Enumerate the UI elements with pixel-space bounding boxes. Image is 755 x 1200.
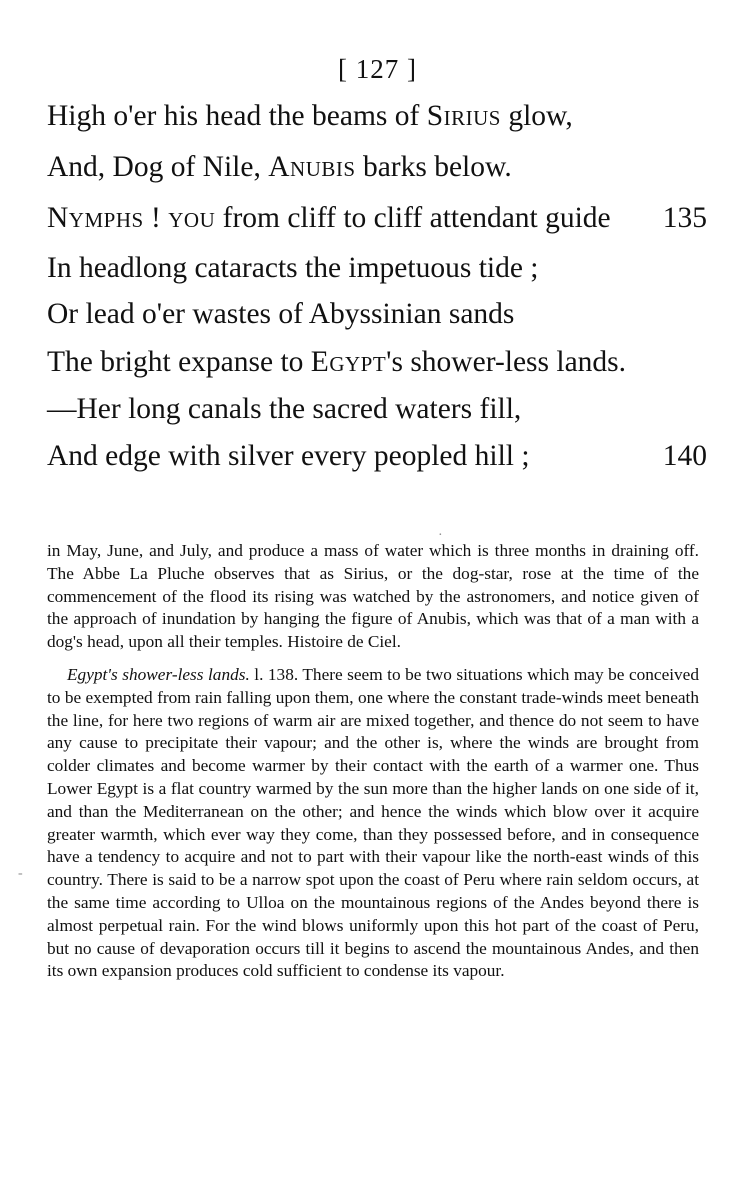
verse-line-1 bbox=[47, 102, 707, 132]
verse-text: High o'er his head the beams of bbox=[47, 100, 427, 132]
footnote-egypt bbox=[47, 664, 699, 983]
footnotes bbox=[47, 540, 699, 983]
verse-line-4 bbox=[47, 254, 707, 284]
verse-smallcaps: Nymphs bbox=[47, 202, 144, 234]
verse-line-2 bbox=[47, 153, 707, 183]
verse-text: barks below. bbox=[355, 151, 512, 183]
note-body: There seem to be two situations which may be conceived to be exempted from rain falling upon them, one where the constant trade-winds meet beneath the line, for here two regions of warm air are mixed together, and thence do not seem to have any cause to precipitate their vapour; and the other is, where the winds are brought from colder climates and become warmer by their contact with the earth of a warmer one. Thus Lower Egypt is a flat country warmed by the sun more than the higher lands on one side of it, and than the Mediterranean on the other; and hence the winds which blow over it acquire greater warmth, which ever way they come, than they possessed before, and in consequence have a tendency to acquire and not to part with their vapour like the north-east winds of this country. There is said to be a narrow spot upon the coast of Peru where rain seldom occurs, at the same time according to Ulloa on the mountainous regions of the Andes beyond there is almost perpetual rain. For the wind blows uniformly upon this hot part of the coast of Peru, but no cause of devaporation occurs till it begins to ascend the mountainous Andes, and then its own expansion produces cold sufficient to condense its vapour. bbox=[47, 664, 699, 981]
verse-smallcaps: Anubis bbox=[268, 151, 356, 183]
verse-text: And, Dog of Nile, bbox=[47, 151, 269, 183]
verse-line-7 bbox=[47, 395, 707, 425]
verse-text: from cliff to cliff attendant guide bbox=[215, 202, 611, 234]
verse-line-3 bbox=[47, 204, 707, 234]
note-line-ref: l. 138. bbox=[249, 664, 299, 684]
verse-smallcaps: you bbox=[168, 202, 216, 234]
verse-text: In headlong cataracts the impetuous tide ; bbox=[47, 252, 539, 284]
verse-text: Or lead o'er wastes of Abyssinian sands bbox=[47, 298, 515, 330]
note-reference: Egypt's shower-less lands. bbox=[67, 664, 250, 684]
line-number: 140 bbox=[662, 440, 707, 472]
verse-text: ! bbox=[143, 202, 169, 234]
verse-line-6 bbox=[47, 348, 707, 378]
verse-text: And edge with silver every peopled hill ; bbox=[47, 440, 530, 472]
margin-ink-mark: - bbox=[18, 866, 23, 881]
verse-text: 's shower-less lands. bbox=[386, 346, 627, 378]
verse-text: —Her long canals the sacred waters fill, bbox=[47, 393, 522, 425]
verse-smallcaps: Sirius bbox=[426, 100, 501, 132]
footnote-continued: in May, June, and July, and produce a mass of water which is three months in draining off. The Abbe La Pluche observes that as Sirius, or the dog-star, rose at the time of the commencement of the flood its rising was watched by the astronomers, and notice given of the approach of inundation by hanging the figure of Anubis, which was that of a man with a dog's head, upon all their temples. Histoire de Ciel. bbox=[47, 541, 699, 652]
verse-line-5 bbox=[47, 300, 707, 330]
line-number: 135 bbox=[662, 202, 707, 234]
verse-text: glow, bbox=[500, 100, 573, 132]
verse-line-8 bbox=[47, 442, 707, 472]
verse-text: The bright expanse to bbox=[47, 346, 311, 378]
page-number: [ 127 ] bbox=[338, 54, 417, 84]
stray-ink-mark: · bbox=[438, 528, 443, 543]
verse-smallcaps: Egypt bbox=[310, 346, 387, 378]
